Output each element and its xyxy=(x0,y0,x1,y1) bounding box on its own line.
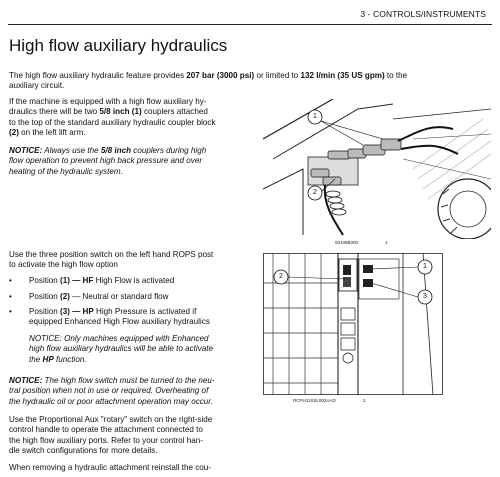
notice-neutral: NOTICE: The high flow switch must be turned to the neu- tral position when not in use or required. Overheating of the hydraulic oil or poor attachment operation may occur. xyxy=(9,376,243,407)
text-line: If the machine is equipped with a high flow auxiliary hy- xyxy=(9,97,207,106)
text-line: couplers attached xyxy=(141,107,208,117)
figure-number: 2 xyxy=(363,398,366,403)
coupler-size: 5/8 inch xyxy=(100,146,132,155)
removal-paragraph xyxy=(9,463,243,473)
text-line: to activate the high flow option xyxy=(9,260,118,270)
callout-number: 2 xyxy=(313,189,317,196)
bullet-dot: • xyxy=(9,292,12,301)
text-line: control handle to operate the attachment connected to xyxy=(9,425,203,435)
callout-number: 1 xyxy=(423,263,427,270)
text-line: When removing a hydraulic attachment reinstall the cou- xyxy=(9,463,211,472)
figure-number: 1 xyxy=(385,240,388,245)
header-rule xyxy=(8,24,492,25)
notice-label: NOTICE: xyxy=(9,376,43,385)
intro-paragraph xyxy=(9,71,489,92)
page-title: High flow auxiliary hydraulics xyxy=(9,36,228,55)
text-line: dle switch configurations for more details. xyxy=(9,445,158,455)
text-line: on the left lift arm. xyxy=(18,127,86,137)
notice-couplers: NOTICE: Always use the 5/8 inch couplers during high flow operation to prevent high back pressure and over heating of the hydraulic system. xyxy=(9,146,243,177)
text-line: Use the Proportional Aux "rotary" switch on the right-side xyxy=(9,415,213,424)
intro-text: auxiliary circuit. xyxy=(9,81,65,91)
pressure-value: 207 bar (3000 psi) xyxy=(186,71,255,80)
figure-rops-switch xyxy=(263,253,491,408)
bullet-dot: • xyxy=(9,307,12,316)
coupler-size: 5/8 inch (1) xyxy=(99,107,142,117)
text-line: flow operation to prevent high back pressure and over xyxy=(9,156,203,166)
figure-code: RCPH11SSL002AAD xyxy=(293,398,336,403)
text-line: high flow auxiliary hydraulics will be able to activate xyxy=(29,344,213,354)
section-header: 3 - CONTROLS/INSTRUMENTS xyxy=(360,9,486,19)
text-line: NOTICE: Only machines equipped with Enhanced xyxy=(29,334,209,343)
figure-code: 93108B300 xyxy=(335,240,359,245)
intro-text: The high flow auxiliary hydraulic feature provides xyxy=(9,71,187,80)
flow-value: 132 l/min (35 US gpm) xyxy=(300,71,385,80)
rotary-paragraph xyxy=(9,415,243,456)
coupler-paragraph xyxy=(9,97,243,138)
callout-ref: (2) xyxy=(9,127,19,137)
notice-label: NOTICE: xyxy=(9,146,43,155)
callout-number: 2 xyxy=(279,273,283,280)
intro-text: to the xyxy=(384,71,408,80)
text-line: to the top of the standard auxiliary hydraulic coupler block xyxy=(9,117,216,127)
text-line: draulics there will be two xyxy=(9,107,100,117)
text-line: the high flow auxiliary ports. Refer to your control han- xyxy=(9,435,203,445)
rops-switch-illustration xyxy=(263,253,443,395)
bullet-dot: • xyxy=(9,276,12,285)
callout-number: 1 xyxy=(313,113,317,120)
text-line: the hydraulic oil or poor attachment operation may occur. xyxy=(9,396,213,406)
text-line: Use the three position switch on the left hand ROPS post xyxy=(9,250,214,259)
callout-number: 3 xyxy=(423,293,427,300)
text-line: heating of the hydraulic system. xyxy=(9,166,123,176)
coupler-illustration xyxy=(263,99,491,239)
intro-text: or limited to xyxy=(254,71,301,80)
switch-paragraph xyxy=(9,250,243,271)
figure-couplers xyxy=(263,99,491,249)
text-line: tral position when not in use or required. Overheating of xyxy=(9,386,209,396)
notice-enhanced: NOTICE: Only machines equipped with Enhanced high flow auxiliary hydraulics will be able to activate the HP function. xyxy=(29,334,243,365)
